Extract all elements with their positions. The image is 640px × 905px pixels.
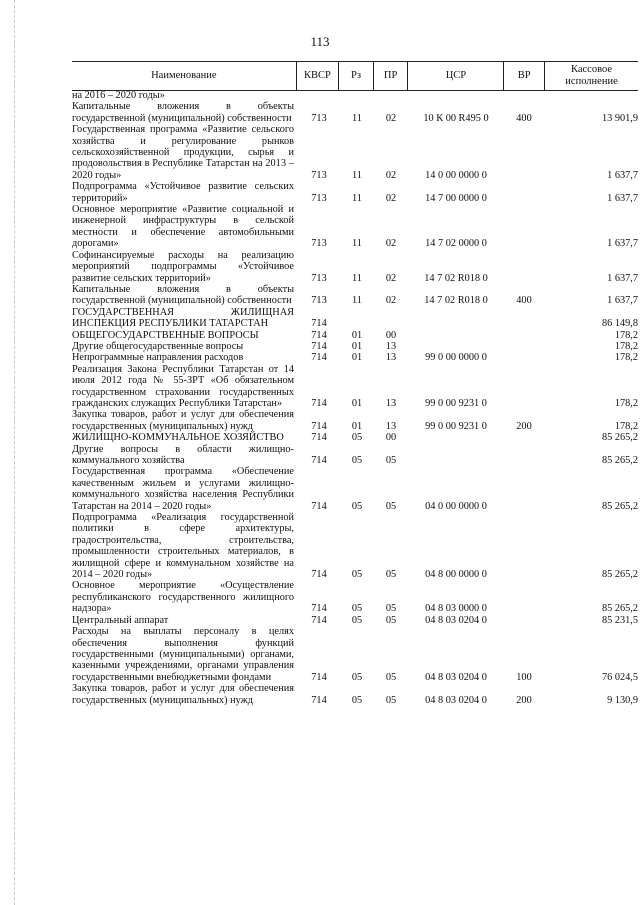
cell-kvsr: 714 — [311, 420, 327, 432]
cell-kvsr: 714 — [311, 671, 327, 683]
cell-csr: 04 8 03 0000 0 — [425, 603, 487, 615]
cell-name: Другие вопросы в области жилищно-коммунального хозяйства — [72, 443, 294, 466]
cell-pr: 05 — [385, 694, 397, 706]
cell-pr: 13 — [385, 352, 397, 364]
cell-name: Основное мероприятие «Развитие социальной и инженерной инфраструктуры в сельской местности и обеспечение автомобильными дорогами» — [72, 204, 294, 250]
cell-kvsr: 714 — [311, 455, 327, 466]
cell-sum: 86 149,8 — [601, 318, 638, 330]
table-row — [72, 466, 638, 512]
cell-name: ОБЩЕГОСУДАРСТВЕННЫЕ ВОПРОСЫ — [72, 329, 259, 341]
cell-sum: 85 265,2 — [601, 432, 638, 444]
cell-csr: 04 8 03 0204 0 — [425, 614, 487, 626]
cell-kvsr: 713 — [311, 192, 327, 204]
cell-csr: 14 7 02 0000 0 — [425, 238, 487, 250]
cell-pr: 13 — [385, 397, 397, 409]
cell-rz: 01 — [351, 352, 363, 364]
cell-kvsr: 714 — [311, 329, 327, 341]
cell-sum: 13 901,9 — [601, 112, 638, 124]
cell-rz: 11 — [352, 192, 362, 204]
cell-name: ЖИЛИЩНО-КОММУНАЛЬНОЕ ХОЗЯЙСТВО — [72, 432, 284, 444]
cell-kvsr: 714 — [311, 432, 327, 444]
table-row — [72, 432, 638, 443]
cell-vr: 200 — [516, 420, 532, 432]
cell-kvsr: 714 — [311, 352, 327, 364]
page-number: 113 — [310, 34, 330, 49]
cell-kvsr: 714 — [311, 397, 327, 409]
cell-sum: 85 265,2 — [601, 455, 638, 466]
cell-rz: 05 — [351, 455, 363, 466]
table-row — [72, 330, 638, 341]
cell-pr: 02 — [385, 169, 397, 181]
cell-rz: 01 — [351, 329, 363, 341]
cell-pr: 02 — [385, 112, 397, 124]
cell-csr: 10 К 00 R495 0 — [423, 112, 489, 124]
table-row — [72, 409, 638, 432]
cell-sum: 178,2 — [614, 352, 638, 364]
cell-name: Капитальные вложения в объекты государственной (муниципальной) собственности — [72, 101, 294, 124]
cell-sum: 178,2 — [614, 329, 638, 341]
cell-name: Основное мероприятие «Осуществление республиканского государственного жилищного надзора» — [72, 580, 294, 615]
cell-kvsr: 713 — [311, 238, 327, 250]
cell-name: Государственная программа «Обеспечение качественным жильем и услугами жилищно-коммунального хозяйства населения Республики Татарстан на 2014 – 2020 годы» — [72, 466, 294, 512]
cell-name: Другие общегосударственные вопросы — [72, 340, 244, 352]
cell-rz: 01 — [351, 397, 363, 409]
table-row — [72, 580, 638, 614]
cell-name: Закупка товаров, работ и услуг для обеспечения государственных (муниципальных) нужд — [72, 409, 294, 432]
table-row — [72, 204, 638, 250]
table-row — [72, 101, 638, 124]
header-pr: ПР — [373, 62, 408, 90]
table-row — [72, 307, 638, 330]
cell-csr: 04 8 00 0000 0 — [425, 569, 487, 581]
cell-pr: 05 — [385, 455, 397, 466]
cell-csr: 14 7 00 0000 0 — [425, 192, 487, 204]
table-row — [72, 444, 638, 467]
cell-name: Подпрограмма «Устойчивое развитие сельских территорий» — [72, 181, 294, 204]
cell-rz: 11 — [352, 169, 362, 181]
cell-vr: 200 — [516, 694, 532, 706]
cell-name: Реализация Закона Республики Татарстан от 14 июля 2012 года № 55-ЗРТ «Об обязательном государственном страховании государственных гражданских служащих Республики Татарстан» — [72, 363, 294, 409]
header-vr: ВР — [503, 62, 544, 90]
cell-sum: 1 637,7 — [607, 272, 638, 284]
cell-kvsr: 713 — [311, 112, 327, 124]
cell-csr: 04 8 03 0204 0 — [425, 671, 487, 683]
cell-pr: 00 — [385, 432, 397, 444]
cell-name: Софинансируемые расходы на реализацию мероприятий подпрограммы «Устойчивое развитие сельских территорий» — [72, 249, 294, 284]
cell-kvsr: 714 — [311, 500, 327, 512]
cell-rz: 11 — [352, 112, 362, 124]
cell-csr: 99 0 00 0000 0 — [425, 352, 487, 364]
cell-rz: 05 — [351, 432, 363, 444]
table-row — [72, 683, 638, 706]
cell-csr: 14 7 02 R018 0 — [424, 272, 488, 284]
table-row — [72, 181, 638, 204]
cell-name: Центральный аппарат — [72, 614, 169, 626]
cell-csr: 99 0 00 9231 0 — [425, 397, 487, 409]
cell-kvsr: 713 — [311, 295, 327, 307]
cell-pr: 05 — [385, 671, 397, 683]
cell-kvsr: 714 — [311, 340, 327, 352]
cell-kvsr: 714 — [311, 694, 327, 706]
cell-rz: 05 — [351, 569, 363, 581]
cell-sum: 178,2 — [614, 340, 638, 352]
cell-rz: 01 — [351, 340, 363, 352]
cell-name: на 2016 – 2020 годы» — [72, 90, 165, 101]
table-body — [72, 90, 638, 706]
cell-sum: 85 265,2 — [601, 569, 638, 581]
cell-rz: 01 — [351, 420, 363, 432]
cell-vr: 400 — [516, 112, 532, 124]
cell-sum: 178,2 — [614, 420, 638, 432]
cell-pr: 00 — [385, 329, 397, 341]
cell-kvsr: 714 — [311, 318, 327, 330]
cell-sum: 178,2 — [614, 397, 638, 409]
cell-kvsr: 713 — [311, 272, 327, 284]
cell-vr: 100 — [516, 671, 532, 683]
cell-rz: 05 — [351, 603, 363, 615]
cell-pr: 02 — [385, 272, 397, 284]
cell-csr: 14 0 00 0000 0 — [425, 169, 487, 181]
table-row — [72, 364, 638, 410]
cell-name: Непрограммные направления расходов — [72, 352, 244, 364]
cell-pr: 05 — [385, 614, 397, 626]
cell-name: Расходы на выплаты персоналу в целях обеспечения выполнения функций государственными (муниципальными) органами, казенными учреждениями, органами управления государственными внебюджетными фондами — [72, 626, 294, 683]
cell-sum: 85 265,2 — [601, 500, 638, 512]
cell-kvsr: 714 — [311, 614, 327, 626]
cell-pr: 02 — [385, 295, 397, 307]
cell-sum: 1 637,7 — [607, 295, 638, 307]
scan-margin-rule — [14, 0, 15, 905]
table-row — [72, 284, 638, 307]
cell-rz: 11 — [352, 238, 362, 250]
header-rz: Рз — [338, 62, 373, 90]
table-row — [72, 512, 638, 580]
cell-sum: 85 265,2 — [601, 603, 638, 615]
table-row — [72, 250, 638, 284]
cell-name: ГОСУДАРСТВЕННАЯ ЖИЛИЩНАЯ ИНСПЕКЦИЯ РЕСПУБЛИКИ ТАТАРСТАН — [72, 306, 294, 330]
cell-pr: 05 — [385, 500, 397, 512]
header-csr: ЦСР — [407, 62, 503, 90]
cell-name: Капитальные вложения в объекты государственной (муниципальной) собственности — [72, 283, 294, 307]
cell-sum: 76 024,5 — [601, 671, 638, 683]
table-header — [72, 61, 638, 91]
cell-csr: 99 0 00 9231 0 — [425, 420, 487, 432]
cell-pr: 02 — [385, 238, 397, 250]
cell-csr: 14 7 02 R018 0 — [424, 295, 488, 307]
cell-sum: 1 637,7 — [607, 192, 638, 204]
cell-kvsr: 714 — [311, 603, 327, 615]
header-kvsr: КВСР — [296, 62, 339, 90]
cell-sum: 85 231,5 — [601, 614, 638, 626]
table-row — [72, 352, 638, 363]
table-row — [72, 626, 638, 683]
cell-vr: 400 — [516, 295, 532, 307]
table-row — [72, 615, 638, 626]
cell-rz: 05 — [351, 614, 363, 626]
cell-rz: 11 — [352, 272, 362, 284]
table-row — [72, 124, 638, 181]
cell-kvsr: 713 — [311, 169, 327, 181]
cell-rz: 11 — [352, 295, 362, 307]
cell-sum: 1 637,7 — [607, 238, 638, 250]
cell-name: Государственная программа «Развитие сельского хозяйства и регулирование рынков сельскохозяйственной продукции, сырья и продовольствия в Республике Татарстан на 2013 – 2020 годы» — [72, 124, 294, 181]
table-row — [72, 90, 638, 101]
table-row — [72, 341, 638, 352]
cell-pr: 05 — [385, 603, 397, 615]
cell-name: Подпрограмма «Реализация государственной политики в сфере архитектуры, градостроительства, строительства, промышленности строительных материалов, в жилищной сфере и коммунальном хозяйстве на 2014 – 2020 годы» — [72, 512, 294, 581]
cell-sum: 9 130,9 — [607, 694, 638, 706]
cell-rz: 05 — [351, 694, 363, 706]
cell-sum: 1 637,7 — [607, 169, 638, 181]
header-name: Наименование — [151, 69, 217, 81]
cell-pr: 05 — [385, 569, 397, 581]
header-sum: Кассовое исполнение — [544, 62, 638, 90]
cell-pr: 02 — [385, 192, 397, 204]
cell-pr: 13 — [385, 340, 397, 352]
cell-name: Закупка товаров, работ и услуг для обеспечения государственных (муниципальных) нужд — [72, 683, 294, 706]
cell-kvsr: 714 — [311, 569, 327, 581]
cell-csr: 04 0 00 0000 0 — [425, 500, 487, 512]
cell-rz: 05 — [351, 500, 363, 512]
cell-csr: 04 8 03 0204 0 — [425, 694, 487, 706]
cell-rz: 05 — [351, 671, 363, 683]
cell-pr: 13 — [385, 420, 397, 432]
